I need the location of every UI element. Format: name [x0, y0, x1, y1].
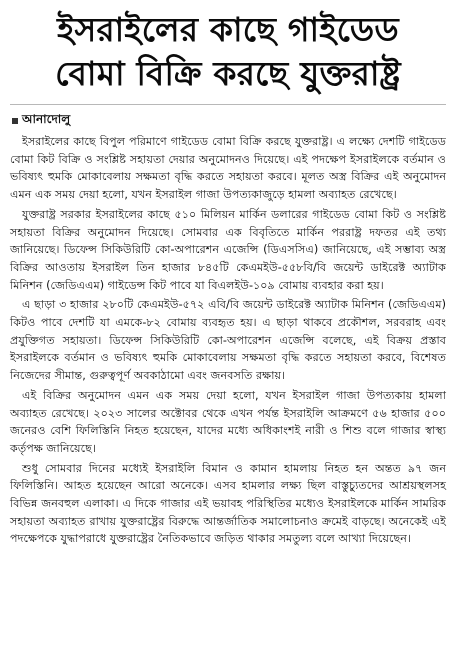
- article-paragraph: যুক্তরাষ্ট্র সরকার ইসরাইলের কাছে ৫১০ মিলিয়ন মার্কিন ডলারের গাইডেড বোমা কিট ও সংশ্লিষ্ট সহায়তা বিক্রির অনুমোদন দিয়েছে। সোমবার এক বিবৃতিতে মার্কিন পররাষ্ট্র দফতর এই তথ্য জানিয়েছে। ডিফেন্স সিকিউরিটি কো-অপারেশন এজেন্সি (ডিএসসিএ) জানিয়েছে, এই সম্ভাব্য অস্ত্র বিক্রির আওতায় ইসরাইল তিন হাজার ৮৪৫টি কেএমইউ-৫৫৮বি/বি জয়েন্ট ডাইরেক্ট অ্যাটাক মিনিশন (জেডিএএম) গাইডেন্স কিট পাবে যা বিএলইউ-১০৯ বোমায় ব্যবহার করা হয়।: [10, 207, 446, 292]
- byline-source: আনাদোলু: [22, 112, 71, 126]
- article-paragraph: এ ছাড়া ৩ হাজার ২৮০টি কেএমইউ-৫৭২ এবি/বি জয়েন্ট ডাইরেক্ট অ্যাটাক মিনিশন (জেডিএএম) কিটও পাবে দেশটি যা এমকে-৮২ বোমায় ব্যবহৃত হয়। এ ছাড়া থাকবে প্রকৌশল, সরবরাহ এবং প্রযুক্তিগত সহায়তা। ডিফেন্স সিকিউরিটি কো-অপারেশন এজেন্সি বলেছে, এই বিক্রয় প্রস্তাব ইসরাইলকে বর্তমান ও ভবিষ্যৎ হুমকি মোকাবেলায় সক্ষমতা বৃদ্ধি করতে সহায়তা করবে, বিশেষত নিজেদের সীমান্ত, গুরুত্বপূর্ণ অবকাঠামো এবং জনবসতি রক্ষায়।: [10, 298, 446, 383]
- headline-line-1: ইসরাইলের কাছে গাইডেড: [57, 10, 399, 49]
- article-paragraph: এই বিক্রির অনুমোদন এমন এক সময় দেয়া হলো, যখন ইসরাইল গাজা উপত্যকায় হামলা অব্যাহত রেখেছে। ২০২৩ সালের অক্টোবর থেকে এখন পর্যন্ত ইসরাইলি আক্রমণে ৫৬ হাজার ৫০০ জনেরও বেশি ফিলিস্তিনি নিহত হয়েছেন, যাদের মধ্যে অধিকাংশই নারী ও শিশু বলে গাজার স্বাস্থ্য কর্তৃপক্ষ জানিয়েছে।: [10, 388, 446, 455]
- article-body: [10, 133, 446, 548]
- divider: [10, 104, 446, 105]
- article-paragraph: ইসরাইলের কাছে বিপুল পরিমাণে গাইডেড বোমা বিক্রি করছে যুক্তরাষ্ট্র। এ লক্ষ্যে দেশটি গাইডেড বোমা কিট বিক্রি ও সংশ্লিষ্ট সহায়তা দেয়ার অনুমোদনও দিয়েছে। এই পদক্ষেপ ইসরাইলকে বর্তমান ও ভবিষ্যৎ হুমকি মোকাবেলায় সক্ষমতা বৃদ্ধি করতে সহায়তা করবে। মূলত অস্ত্র বিক্রির এই অনুমোদন এমন এক সময় দেয়া হলো, যখন ইসরাইল গাজা উপত্যকাজুড়ে হামলা অব্যাহত রেখেছে।: [10, 135, 446, 202]
- headline-line-2: বোমা বিক্রি করছে যুক্তরাষ্ট্র: [55, 54, 401, 93]
- headline: [10, 8, 446, 96]
- byline: [12, 111, 446, 131]
- square-bullet-icon: [12, 118, 18, 124]
- article-paragraph: শুধু সোমবার দিনের মধ্যেই ইসরাইলি বিমান ও কামান হামলায় নিহত হন অন্তত ৯৭ জন ফিলিস্তিনি। আহত হয়েছেন আরো অনেকে। এসব হামলার লক্ষ্য ছিল বাস্তুচ্যুতদের আশ্রয়স্থলসহ বিভিন্ন জনবহুল এলাকা। এ দিকে গাজার এই ভয়াবহ পরিস্থিতির মধ্যেও ইসরাইলকে মার্কিন সামরিক সহায়তা অব্যাহত রাখায় যুক্তরাষ্ট্রের বিরুদ্ধে আন্তর্জাতিক সমালোচনাও ক্রমেই বাড়ছে। অনেকেই এই পদক্ষেপকে যুদ্ধাপরাধে যুক্তরাষ্ট্রের নৈতিকভাবে জড়িত থাকার সমতুল্য বলে আখ্যা দিয়েছেন।: [10, 461, 446, 546]
